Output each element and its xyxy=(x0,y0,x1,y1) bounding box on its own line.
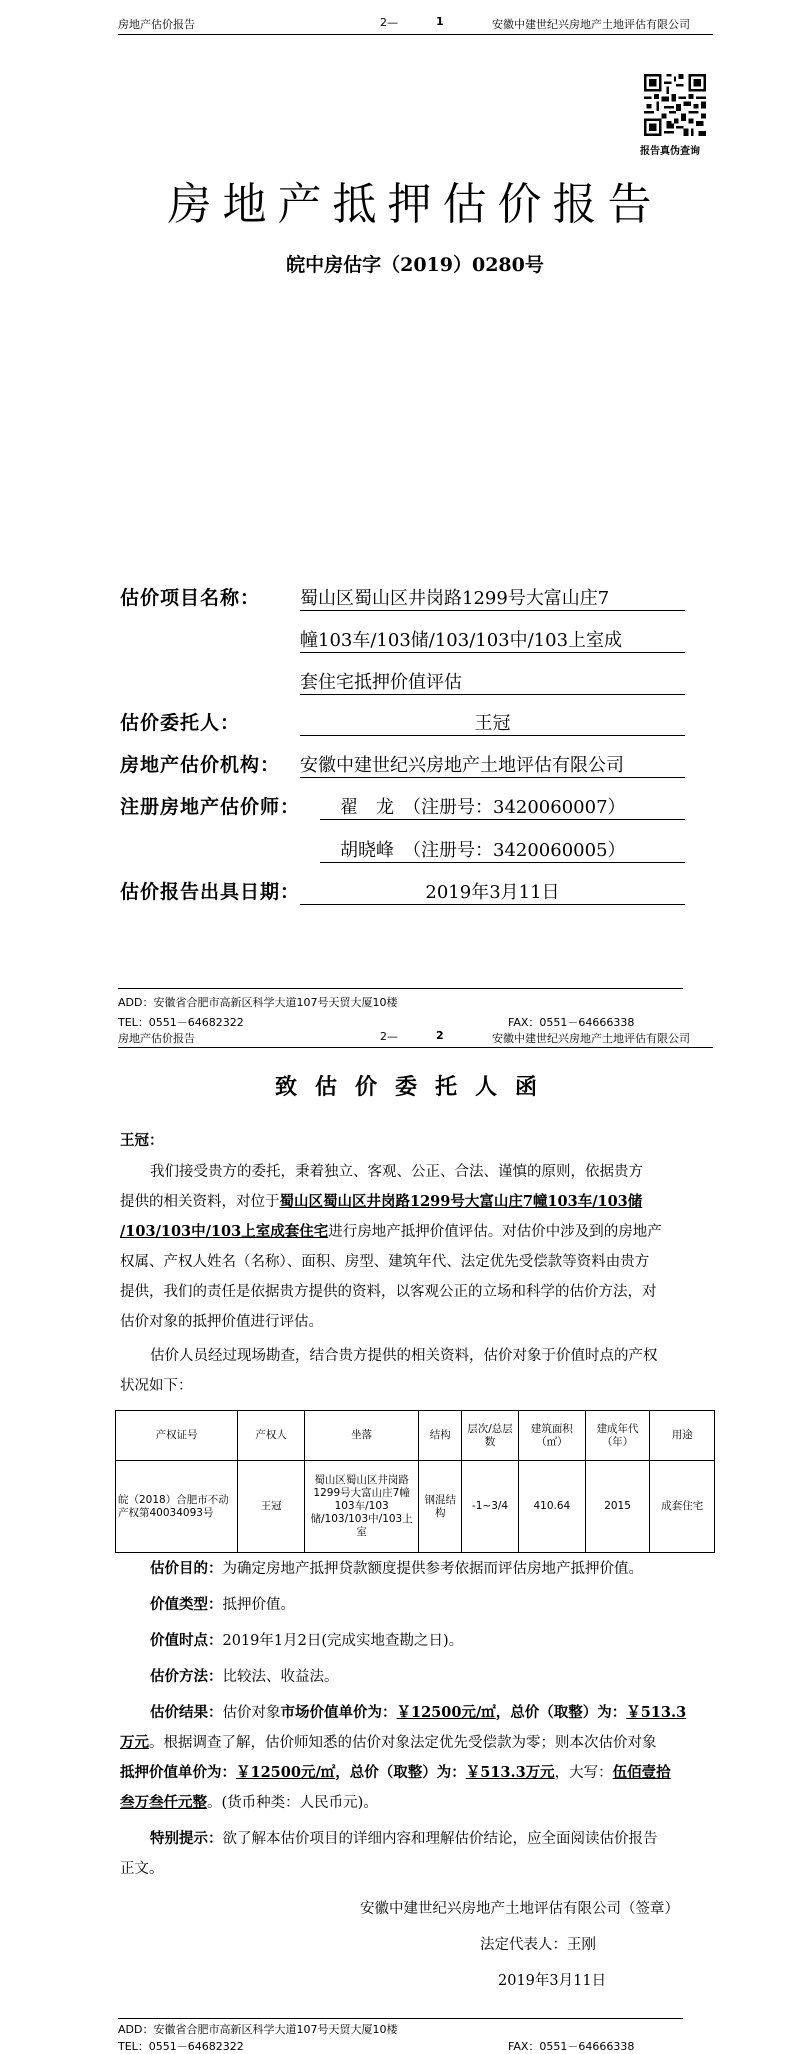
appraiser-underline-1 xyxy=(320,819,685,820)
para1-line2: 提供的相关资料，对位于蜀山区蜀山区井岗路1299号大富山庄7幢103车/103储 xyxy=(120,1193,643,1210)
footer-fax: FAX：0551－64666338 xyxy=(508,2040,635,2053)
project-name-line-3: 套住宅抵押价值评估 xyxy=(300,672,462,693)
result-line3: 抵押价值单价为：￥12500元/㎡，总价（取整）为：￥513.3万元，大写：伍佰壹拾 xyxy=(120,1764,671,1781)
project-name-line-2: 幢103车/103储/103/103中/103上室成 xyxy=(300,630,623,651)
notice-line2: 正文。 xyxy=(120,1861,164,1877)
client-label: 估价委托人： xyxy=(120,712,241,734)
table-cell-area: 410.64 xyxy=(518,1461,585,1553)
para1-line5: 提供，我们的责任是依据贵方提供的资料，以客观公正的立场和科学的估价方法，对 xyxy=(120,1284,657,1300)
project-underline-3 xyxy=(300,694,685,695)
table-cell-cert: 皖（2018）合肥市不动产权第40034093号 xyxy=(116,1461,238,1553)
footer-fax: FAX：0551－64666338 xyxy=(508,1016,635,1029)
result-line1: 估价结果：估价对象市场价值单价为：￥12500元/㎡，总价（取整）为：￥513.3 xyxy=(150,1704,687,1721)
table-header-cell: 坐落 xyxy=(304,1411,419,1461)
footer-address: ADD：安徽省合肥市高新区科学大道107号天贸大厦10楼 xyxy=(118,996,398,1009)
header-page-number: 2 xyxy=(436,1029,444,1042)
notice-line1: 特别提示：欲了解本估价项目的详细内容和理解估价结论，应全面阅读估价报告 xyxy=(150,1830,658,1847)
para2-line2: 状况如下： xyxy=(120,1378,193,1394)
header-rule xyxy=(118,34,713,35)
agency-label: 房地产估价机构： xyxy=(120,754,281,776)
para1-line3: /103/103中/103上室成套住宅进行房地产抵押价值评估。对估价中涉及到的房地产 xyxy=(120,1223,662,1240)
sign-date: 2019年3月11日 xyxy=(498,1973,607,1989)
header-right: 安徽中建世纪兴房地产土地评估有限公司 xyxy=(492,1032,690,1045)
footer-address: ADD：安徽省合肥市高新区科学大道107号天贸大厦10楼 xyxy=(118,2023,398,2036)
header-page-prefix: 2— xyxy=(380,1030,398,1043)
letter-title: 致估价委托人函 xyxy=(274,1074,555,1100)
result-line2: 万元。根据调查了解，估价师知悉的估价对象法定优先受偿款为零；则本次估价对象 xyxy=(120,1734,657,1751)
qr-code-icon[interactable] xyxy=(644,74,706,136)
table-header-cell: 产权人 xyxy=(238,1411,305,1461)
table-cell-use: 成套住宅 xyxy=(650,1461,715,1553)
table-header-cell: 产权证号 xyxy=(116,1411,238,1461)
table-header-cell: 结构 xyxy=(419,1411,462,1461)
table-cell-location: 蜀山区蜀山区井岗路1299号大富山庄7幢103车/103储/103/103中/103上室 xyxy=(304,1461,419,1553)
table-cell-owner: 王冠 xyxy=(238,1461,305,1553)
salutation: 王冠： xyxy=(120,1132,164,1149)
appraiser-1: 翟 龙 （注册号：3420060007） xyxy=(340,797,626,818)
issue-date-underline xyxy=(300,904,685,905)
table-header-cell: 建筑面积（㎡） xyxy=(518,1411,585,1461)
table-cell-year: 2015 xyxy=(585,1461,650,1553)
agency-value: 安徽中建世纪兴房地产土地评估有限公司 xyxy=(300,755,624,776)
issue-date-value: 2019年3月11日 xyxy=(425,882,560,903)
project-name-label: 估价项目名称： xyxy=(120,587,261,609)
agency-underline xyxy=(300,777,685,778)
para2-line1: 估价人员经过现场勘查，结合贵方提供的相关资料，估价对象于价值时点的产权 xyxy=(150,1348,658,1364)
issue-date-label: 估价报告出具日期： xyxy=(120,881,301,903)
table-row xyxy=(116,1461,715,1553)
para1-line6: 估价对象的抵押价值进行评估。 xyxy=(120,1314,323,1330)
table-header-cell: 建成年代（年） xyxy=(585,1411,650,1461)
table-header-row xyxy=(116,1411,715,1461)
page-title: 房地产抵押估价报告 xyxy=(167,179,663,230)
client-underline xyxy=(300,735,685,736)
project-underline-2 xyxy=(300,652,685,653)
result-line4: 叁万叁仟元整。(货币种类：人民币元)。 xyxy=(120,1794,378,1811)
para1-line1: 我们接受贵方的委托，秉着独立、客观、公正、合法、谨慎的原则，依据贵方 xyxy=(150,1164,643,1180)
sign-company: 安徽中建世纪兴房地产土地评估有限公司（签章） xyxy=(360,1901,679,1917)
table-header-cell: 用途 xyxy=(650,1411,715,1461)
header-page-prefix: 2— xyxy=(380,16,398,29)
project-underline-1 xyxy=(300,610,685,611)
footer-tel: TEL：0551－64682322 xyxy=(118,1016,244,1029)
appraiser-label: 注册房地产估价师： xyxy=(120,796,301,818)
client-value: 王冠 xyxy=(474,713,511,734)
table-cell-floor: -1~3/4 xyxy=(462,1461,519,1553)
value-time-line: 价值时点：2019年1月2日(完成实地查勘之日)。 xyxy=(150,1632,464,1649)
table-header-cell: 层次/总层数 xyxy=(462,1411,519,1461)
report-number: 皖中房估字（2019）0280号 xyxy=(286,254,544,276)
property-table xyxy=(115,1410,715,1553)
purpose-line: 估价目的：为确定房地产抵押贷款额度提供参考依据而评估房地产抵押价值。 xyxy=(150,1560,643,1577)
table-cell-structure: 钢混结构 xyxy=(419,1461,462,1553)
para1-line4: 权属、产权人姓名（名称）、面积、房型、建筑年代、法定优先受偿款等资料由贵方 xyxy=(120,1254,650,1270)
appraiser-underline-2 xyxy=(320,862,685,863)
footer-rule xyxy=(118,2018,683,2019)
footer-tel: TEL：0551－64682322 xyxy=(118,2040,244,2053)
header-left: 房地产估价报告 xyxy=(118,18,195,31)
method-line: 估价方法：比较法、收益法。 xyxy=(150,1668,339,1685)
header-rule xyxy=(118,1047,713,1048)
header-page-number: 1 xyxy=(436,15,444,28)
appraiser-2: 胡晓峰 （注册号：3420060005） xyxy=(340,840,626,861)
header-left: 房地产估价报告 xyxy=(118,1032,195,1045)
header-right: 安徽中建世纪兴房地产土地评估有限公司 xyxy=(492,18,690,31)
qr-caption: 报告真伪查询 xyxy=(640,146,700,157)
footer-rule xyxy=(118,988,683,989)
project-name-line-1: 蜀山区蜀山区井岗路1299号大富山庄7 xyxy=(300,588,610,609)
sign-representative: 法定代表人：王刚 xyxy=(480,1937,596,1953)
value-type-line: 价值类型：抵押价值。 xyxy=(150,1596,295,1613)
